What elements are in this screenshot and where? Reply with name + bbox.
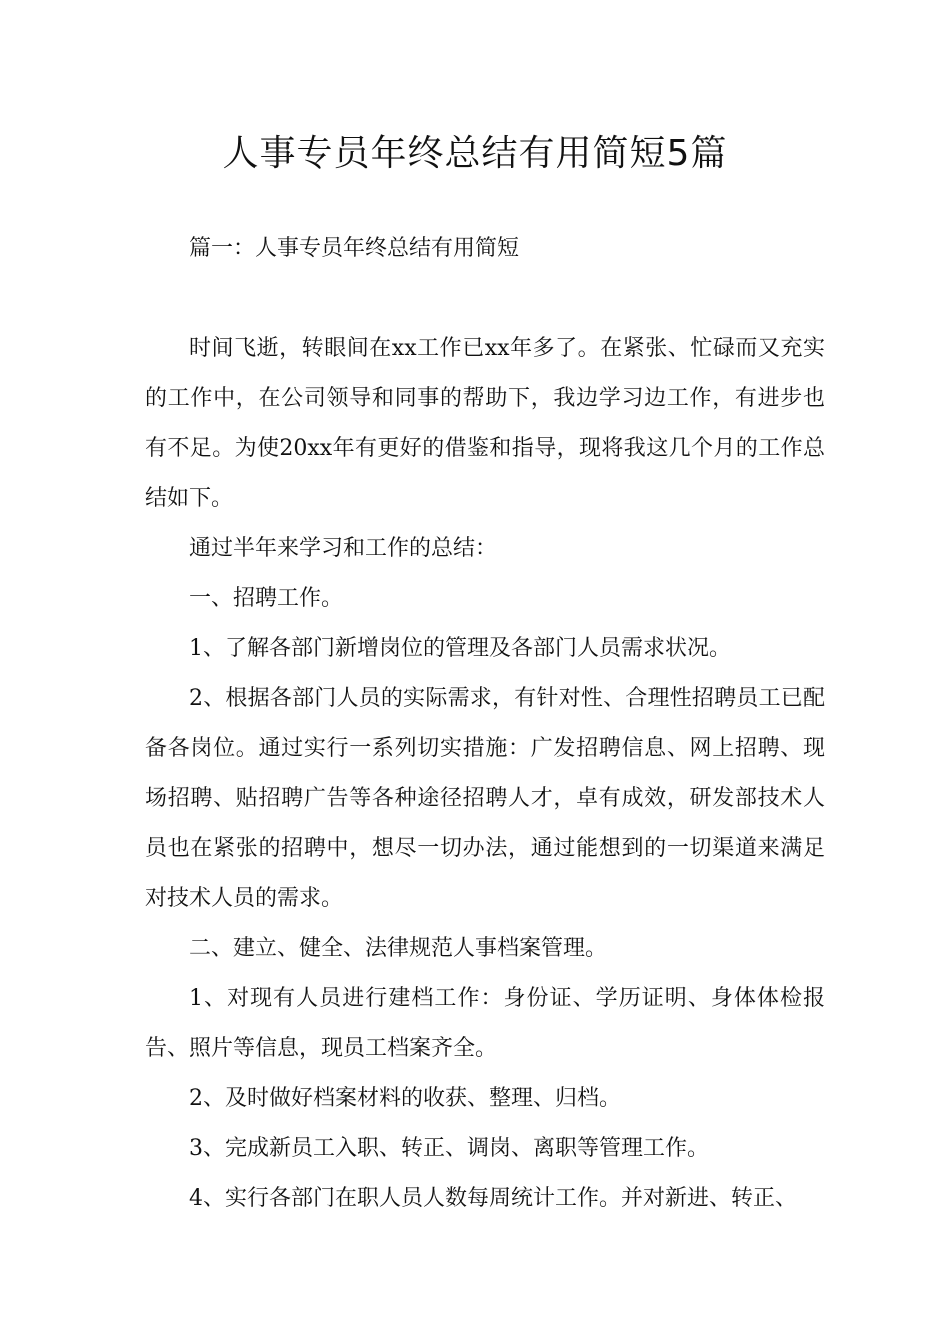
paragraph: 1、了解各部门新增岗位的管理及各部门人员需求状况。 [189, 636, 731, 661]
paragraph: 一、招聘工作。 [189, 586, 344, 611]
document-title: 人事专员年终总结有用简短5篇 [222, 133, 728, 174]
paragraph: 4、实行各部门在职人员人数每周统计工作。并对新进、转正、 [189, 1186, 797, 1211]
paragraph: 二、建立、健全、法律规范人事档案管理。 [189, 936, 608, 961]
paragraph: 通过半年来学习和工作的总结： [189, 536, 498, 561]
section-heading: 篇一：人事专员年终总结有用简短 [189, 236, 520, 261]
paragraph: 2、及时做好档案材料的收获、整理、归档。 [189, 1086, 621, 1111]
paragraph: 2、根据各部门人员的实际需求，有针对性、合理性招聘员工已配备各岗位。通过实行一系列切实措施：广发招聘信息、网上招聘、现场招聘、贴招聘广告等各种途径招聘人才，卓有成效，研发部技术人员也在紧张的招聘中，想尽一切办法，通过能想到的一切渠道来满足对技术人员的需求。 [145, 686, 825, 911]
paragraph: 3、完成新员工入职、转正、调岗、离职等管理工作。 [189, 1136, 709, 1161]
paragraph: 1、对现有人员进行建档工作：身份证、学历证明、身体体检报告、照片等信息，现员工档案齐全。 [145, 986, 825, 1061]
paragraph: 时间飞逝，转眼间在xx工作已xx年多了。在紧张、忙碌而又充实的工作中，在公司领导和同事的帮助下，我边学习边工作，有进步也有不足。为使20xx年有更好的借鉴和指导，现将我这几个月的工作总结如下。 [145, 336, 825, 511]
document-body [145, 224, 825, 1224]
